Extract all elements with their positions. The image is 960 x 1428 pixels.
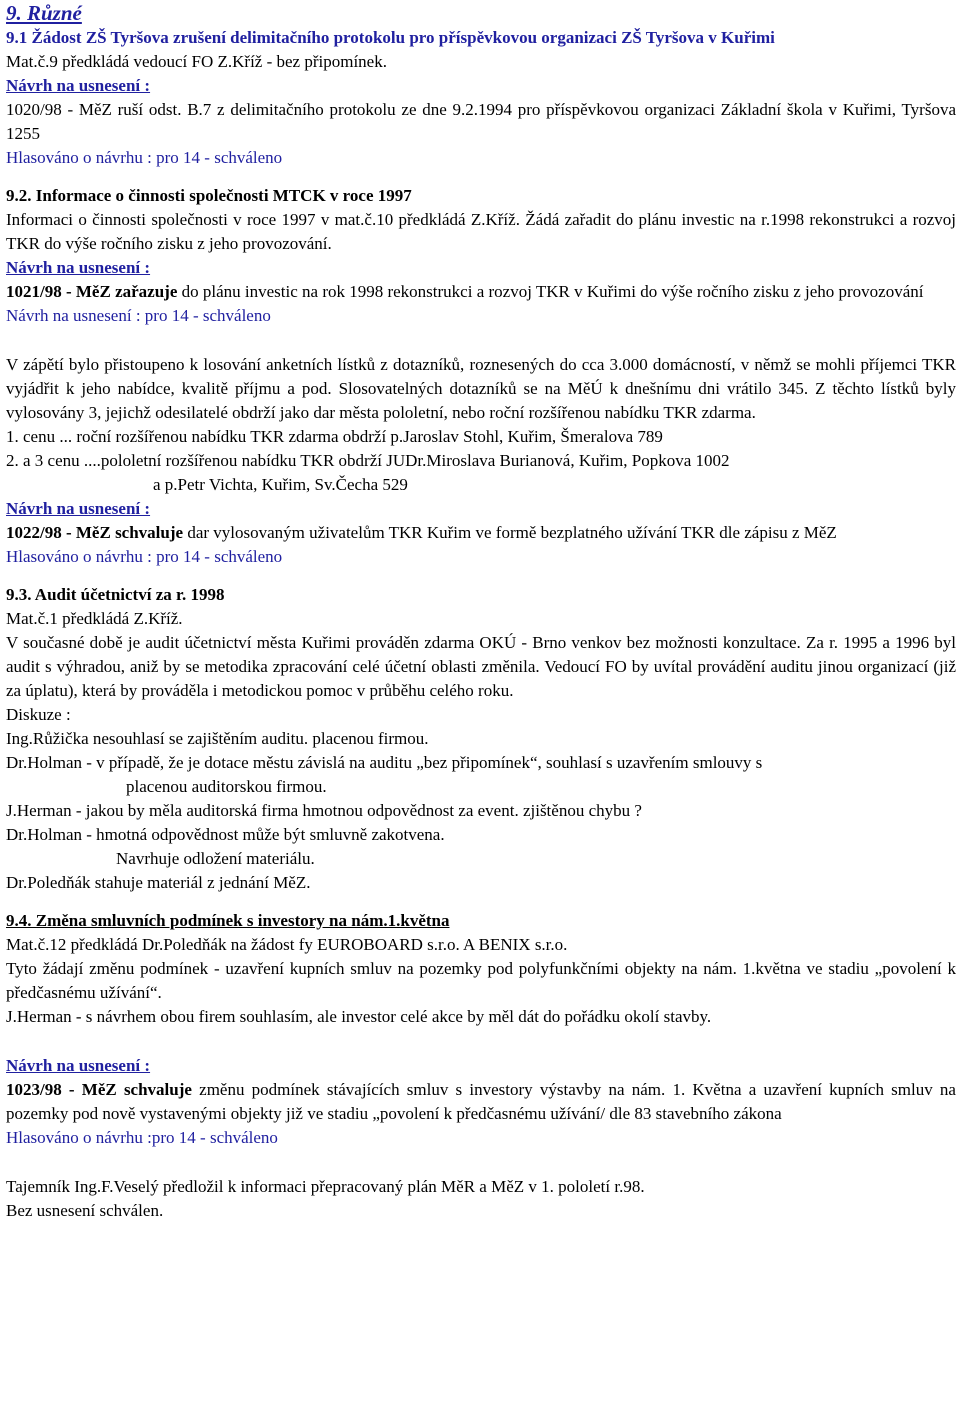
proposal-label: Návrh na usnesení :: [6, 499, 151, 518]
discussion-holman-2: Dr.Holman - hmotná odpovědnost může být smluvně zakotvena.: [6, 825, 445, 844]
herman-comment: J.Herman - s návrhem obou firem souhlasím, ale investor celé akce by měl dát do pořádku okolí stavby.: [6, 1007, 712, 1026]
prize-1: 1. cenu ... roční rozšířenou nabídku TKR zdarma obdrží p.Jaroslav Stohl, Kuřim, Šmeralova 789: [6, 427, 663, 446]
item-mat-9-2: Informaci o činnosti společnosti v roce 1997 v mat.č.10 předkládá Z.Kříž. Žádá zařadit do plánu investic na r.1998 rekonstrukci a rozvoj TKR do výše ročního zisku z jeho provozování.: [6, 210, 956, 253]
discussion-polednak: Dr.Poledňák stahuje materiál z jednání MěZ.: [6, 873, 311, 892]
resolution-text: do plánu investic na rok 1998 rekonstrukci a rozvoj TKR v Kuřimi do výše ročního zisku z jeho provozování: [177, 282, 924, 301]
vote-result: Hlasováno o návrhu :pro 14 - schváleno: [6, 1128, 278, 1147]
discussion-holman: Dr.Holman - v případě, že je dotace městu závislá na auditu „bez připomínek“, souhlasí s uzavřením smlouvy s: [6, 753, 763, 772]
no-resolution-note: Bez usnesení schválen.: [6, 1201, 164, 1220]
resolution-1021: [6, 280, 956, 304]
secretary-note: Tajemník Ing.F.Veselý předložil k informaci přepracovaný plán MěR a MěZ v 1. pololetí r.98.: [6, 1177, 645, 1196]
item-heading-9-4: 9.4. Změna smluvních podmínek s investory na nám.1.května: [6, 911, 450, 930]
resolution-1022: [6, 521, 956, 545]
resolution-text: dar vylosovaným uživatelům TKR Kuřim ve formě bezplatného užívání TKR dle zápisu z MěZ: [183, 523, 837, 542]
vote-result: Návrh na usnesení : pro 14 - schváleno: [6, 306, 271, 325]
discussion-holman-cont: placenou auditorskou firmou.: [126, 777, 327, 796]
minutes-page: [6, 0, 956, 1223]
item-mat-9-3: Mat.č.1 předkládá Z.Kříž.: [6, 609, 183, 628]
prize-2: 2. a 3 cenu ....pololetní rozšířenou nabídku TKR obdrží JUDr.Miroslava Burianová, Kuřim, Popkova 1002: [6, 451, 730, 470]
item-mat-9-1: Mat.č.9 předkládá vedoucí FO Z.Kříž - bez připomínek.: [6, 52, 387, 71]
section-title: 9. Různé: [6, 1, 82, 25]
resolution-number: 1021/98 - MěZ zařazuje: [6, 282, 178, 301]
item-mat-9-4: Mat.č.12 předkládá Dr.Poledňák na žádost fy EUROBOARD s.r.o. A BENIX s.r.o.: [6, 935, 568, 954]
resolution-number: 1022/98 - MěZ schvaluje: [6, 523, 184, 542]
proposal-label: Návrh na usnesení :: [6, 1056, 151, 1075]
request-text: Tyto žádají změnu podmínek - uzavření kupních smluv na pozemky pod polyfunkčními objekty na nám. 1.května ve stadiu „povolení k předčasnému užívání“.: [6, 959, 956, 1002]
resolution-1020: 1020/98 - MěZ ruší odst. B.7 z delimitačního protokolu ze dne 9.2.1994 pro příspěvkovou organizaci Základní škola v Kuřimi, Tyršova 1255: [6, 100, 956, 143]
vote-result: Hlasováno o návrhu : pro 14 - schváleno: [6, 148, 283, 167]
resolution-number: 1023/98 - MěZ schvaluje: [6, 1080, 192, 1099]
discussion-label: Diskuze :: [6, 705, 71, 724]
prize-2-second-winner: a p.Petr Vichta, Kuřim, Sv.Čecha 529: [153, 475, 408, 494]
item-heading-9-3: 9.3. Audit účetnictví za r. 1998: [6, 585, 225, 604]
discussion-ruzicka: Ing.Růžička nesouhlasí se zajištěním auditu. placenou firmou.: [6, 729, 429, 748]
proposal-label: Návrh na usnesení :: [6, 258, 151, 277]
audit-text: V současné době je audit účetnictví města Kuřimi prováděn zdarma OKÚ - Brno venkov bez možnosti konzultace. Za r. 1995 a 1996 byl audit s výhradou, aniž by se metodika zpracování celé účetní oblasti změnila. Vedoucí FO by uvítal provádění auditu jinou organizací (již za úplatu), která by prováděla i metodickou pomoc v průběhu celého roku.: [6, 633, 956, 700]
resolution-1023: [6, 1078, 956, 1126]
proposal-label: Návrh na usnesení :: [6, 76, 151, 95]
resolution-text: změnu podmínek stávajících smluv s investory výstavby na nám. 1. Května a uzavření kupních smluv na pozemky pod nově vystavenými objekty již ve stadiu „povolení k předčasnému užívání/ dle 83 stavebního zákona: [6, 1080, 956, 1123]
lottery-text: V zápětí bylo přistoupeno k losování anketních lístků z dotazníků, roznesených do cca 3.000 domácností, v němž se mohli příjemci TKR vyjádřit k jeho nabídce, kvalitě příjmu a pod. Slosovatelných dotazníků se na MěÚ k dnešnímu dni vrátilo 345. Z těchto lístků byly vylosovány 3, jejichž odesilatelé obdrží jako dar města pololetní, nebo roční rozšířenou nabídku TKR zdarma.: [6, 355, 956, 422]
discussion-holman-2-cont: Navrhuje odložení materiálu.: [116, 849, 315, 868]
item-heading-9-1: 9.1 Žádost ZŠ Tyršova zrušení delimitačního protokolu pro příspěvkovou organizaci ZŠ Tyršova v Kuřimi: [6, 28, 775, 47]
discussion-herman: J.Herman - jakou by měla auditorská firma hmotnou odpovědnost za event. zjištěnou chybu ?: [6, 801, 642, 820]
vote-result: Hlasováno o návrhu : pro 14 - schváleno: [6, 547, 283, 566]
item-heading-9-2: 9.2. Informace o činnosti společnosti MTCK v roce 1997: [6, 186, 412, 205]
